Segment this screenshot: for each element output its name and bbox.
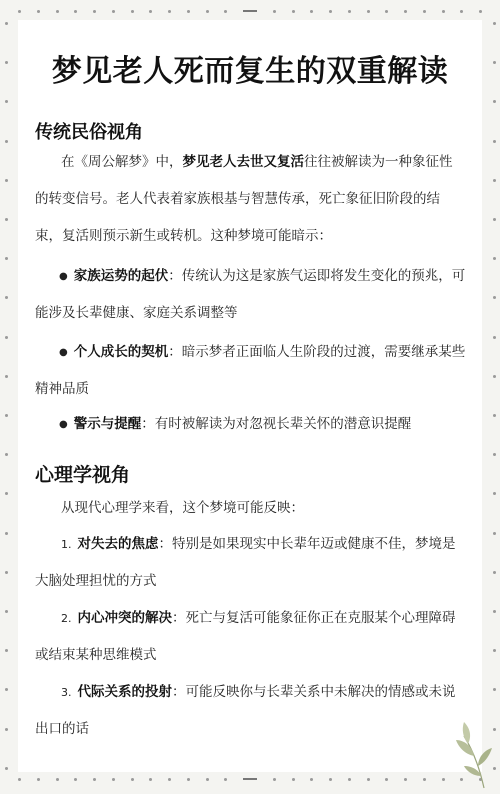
list-item — [35, 334, 467, 407]
list-item — [35, 258, 467, 331]
item-title: 代际关系的投射 — [77, 684, 172, 700]
bullet-title: 警示与提醒 — [73, 416, 142, 432]
item-text: ：特别是如果现实中长辈年迈或健康不佳，梦境是大脑处理担忧的方式 — [35, 536, 456, 589]
section-heading-tradition: 传统民俗视角 — [35, 122, 143, 143]
item-number: 1. — [61, 538, 72, 551]
left-dotted-border — [4, 22, 8, 770]
list-item — [35, 600, 467, 674]
psychology-intro-paragraph: 从现代心理学来看，这个梦境可能反映： — [61, 500, 304, 516]
bullet-title: 个人成长的契机 — [73, 344, 169, 360]
bullet-text: ：传统认为这是家族气运即将发生变化的预兆，可能涉及长辈健康、家庭关系调整等 — [35, 268, 466, 321]
bullet-icon: ● — [59, 347, 68, 358]
list-item — [35, 674, 467, 748]
item-number: 2. — [61, 612, 72, 625]
list-item — [35, 406, 467, 443]
intro-text-post: 往往被解读为一种象征性的转变信号。老人代表着家族根基与智慧传承，死亡象征旧阶段的结束，复活则预示新生或转机。这种梦境可能暗示： — [35, 154, 453, 244]
tradition-intro-paragraph — [35, 144, 465, 255]
item-text: ：死亡与复活可能象征你正在克服某个心理障碍或结束某种思维模式 — [35, 610, 456, 663]
bullet-title: 家族运势的起伏 — [73, 268, 169, 284]
item-text: ：可能反映你与长辈关系中未解决的情感或未说出口的话 — [35, 684, 456, 737]
bullet-text: ：暗示梦者正面临人生阶段的过渡，需要继承某些精神品质 — [35, 344, 466, 397]
bullet-icon: ● — [59, 271, 68, 282]
bottom-dotted-border — [18, 776, 482, 782]
intro-text-pre: 在《周公解梦》中， — [61, 154, 183, 170]
list-item — [35, 526, 467, 600]
item-number: 3. — [61, 686, 72, 699]
item-title: 对失去的焦虑 — [77, 536, 159, 552]
bullet-text: ：有时被解读为对忽视长辈关怀的潜意识提醒 — [141, 416, 412, 432]
leaf-decoration-icon — [454, 700, 494, 790]
intro-text-bold: 梦见老人去世又复活 — [182, 154, 304, 170]
bullet-icon: ● — [59, 419, 68, 430]
item-title: 内心冲突的解决 — [77, 610, 172, 626]
top-dotted-border — [18, 8, 482, 14]
right-dotted-border — [492, 22, 496, 770]
section-heading-psychology: 心理学视角 — [35, 464, 131, 486]
page-title: 梦见老人死而复生的双重解读 — [51, 54, 449, 89]
